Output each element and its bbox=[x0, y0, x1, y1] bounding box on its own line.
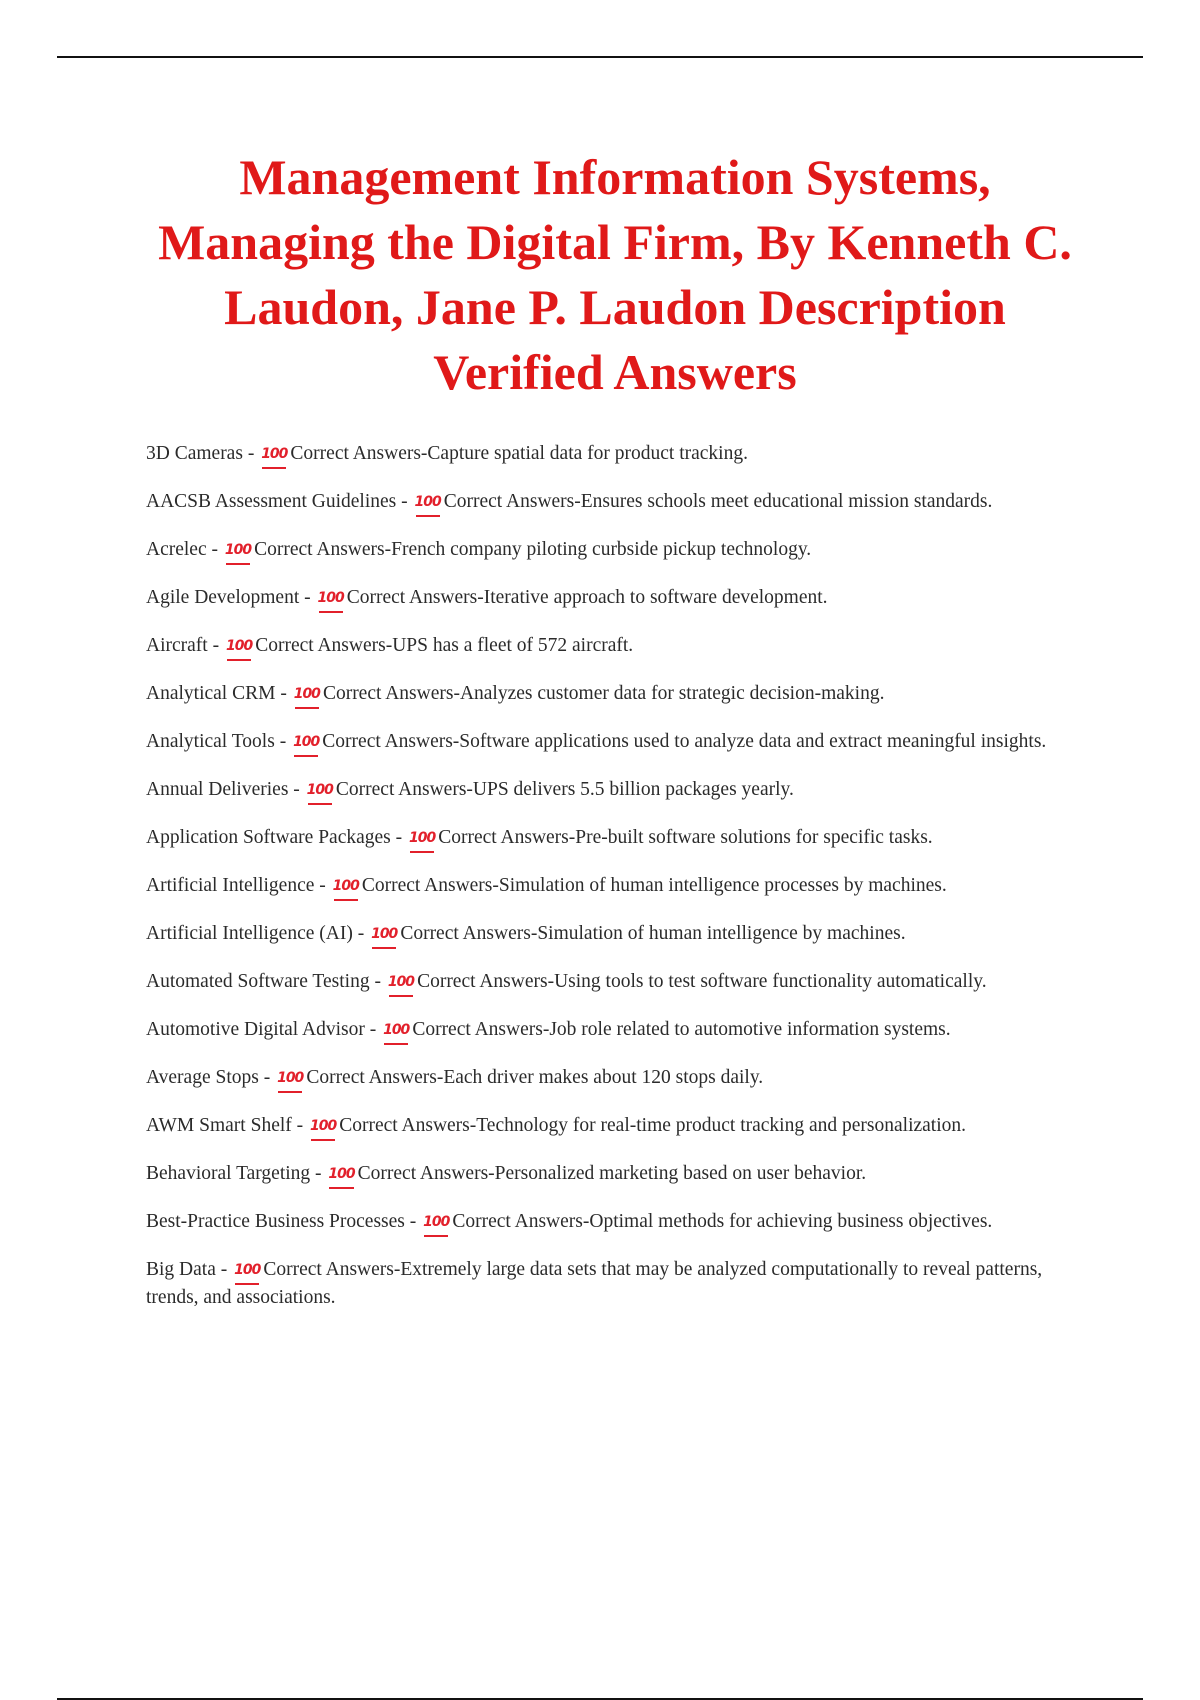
entry-separator: - bbox=[206, 538, 223, 560]
entry-term: 3D Cameras bbox=[146, 442, 243, 464]
entry-term: Annual Deliveries bbox=[146, 778, 289, 800]
top-rule bbox=[57, 56, 1143, 58]
definition-entry bbox=[146, 1016, 1096, 1044]
definition-entry bbox=[146, 536, 1096, 564]
entry-term: Analytical Tools bbox=[146, 730, 275, 752]
document-title: Management Information Systems, Managing the Digital Firm, By Kenneth C. Laudon, Jane P. Laudon Description Verified Answers bbox=[158, 149, 1072, 400]
entry-answer: Correct Answers-Each driver makes about 120 stops daily. bbox=[306, 1066, 764, 1088]
definition-entry bbox=[146, 728, 1096, 756]
hundred-points-icon: 100 bbox=[333, 872, 359, 900]
hundred-points-icon: 100 bbox=[261, 440, 287, 468]
entry-answer: Correct Answers-Optimal methods for achieving business objectives. bbox=[452, 1210, 993, 1232]
definition-entry bbox=[146, 776, 1096, 804]
hundred-points-icon: 100 bbox=[234, 1256, 260, 1284]
definition-entry bbox=[146, 824, 1096, 852]
entry-answer: Correct Answers-Software applications used to analyze data and extract meaningful insights. bbox=[322, 730, 1047, 752]
entry-answer: Correct Answers-Pre-built software solutions for specific tasks. bbox=[438, 826, 933, 848]
entry-term: Acrelec bbox=[146, 538, 207, 560]
entry-separator: - bbox=[291, 1114, 309, 1136]
entry-term: Artificial Intelligence bbox=[146, 874, 315, 896]
entry-term: Analytical CRM bbox=[146, 682, 276, 704]
hundred-points-icon: 100 bbox=[409, 824, 435, 852]
entry-answer: Correct Answers-Personalized marketing based on user behavior. bbox=[357, 1162, 867, 1184]
hundred-points-icon: 100 bbox=[307, 776, 333, 804]
definition-entry bbox=[146, 1064, 1096, 1092]
hundred-points-icon: 100 bbox=[226, 632, 252, 660]
entry-term: Artificial Intelligence (AI) bbox=[146, 922, 353, 944]
definition-entry bbox=[146, 584, 1096, 612]
definition-entry bbox=[146, 632, 1096, 660]
entry-separator: - bbox=[207, 634, 224, 656]
hundred-points-icon: 100 bbox=[423, 1208, 449, 1236]
definition-entry bbox=[146, 1256, 1096, 1312]
definition-entry bbox=[146, 680, 1096, 708]
entry-separator: - bbox=[258, 1066, 276, 1088]
definition-entry bbox=[146, 1112, 1096, 1140]
entry-term: Behavioral Targeting bbox=[146, 1162, 311, 1184]
entry-term: Automotive Digital Advisor bbox=[146, 1018, 365, 1040]
entry-separator: - bbox=[299, 586, 316, 608]
definition-entry bbox=[146, 440, 1096, 468]
entry-separator: - bbox=[364, 1018, 382, 1040]
entry-term: Average Stops bbox=[146, 1066, 259, 1088]
hundred-points-icon: 100 bbox=[277, 1064, 303, 1092]
hundred-points-icon: 100 bbox=[328, 1160, 354, 1188]
entry-answer: Correct Answers-Using tools to test software functionality automatically. bbox=[417, 970, 987, 992]
entry-term: Automated Software Testing bbox=[146, 970, 370, 992]
entry-separator: - bbox=[242, 442, 260, 464]
definition-entry bbox=[146, 488, 1096, 516]
hundred-points-icon: 100 bbox=[383, 1016, 409, 1044]
entry-answer: Correct Answers-Simulation of human intelligence processes by machines. bbox=[361, 874, 947, 896]
entry-separator: - bbox=[404, 1210, 422, 1232]
entry-separator: - bbox=[310, 1162, 327, 1184]
entry-separator: - bbox=[288, 778, 305, 800]
hundred-points-icon: 100 bbox=[388, 968, 414, 996]
hundred-points-icon: 100 bbox=[294, 680, 320, 708]
entry-term: Aircraft bbox=[146, 634, 208, 656]
entry-separator: - bbox=[352, 922, 370, 944]
definition-entry bbox=[146, 920, 1096, 948]
entry-separator: - bbox=[390, 826, 408, 848]
entry-term: AWM Smart Shelf bbox=[146, 1114, 292, 1136]
entry-answer: Correct Answers-Iterative approach to software development. bbox=[346, 586, 828, 608]
entry-separator: - bbox=[396, 490, 413, 512]
entry-separator: - bbox=[215, 1258, 233, 1280]
entry-term: Best-Practice Business Processes bbox=[146, 1210, 405, 1232]
entry-answer: Correct Answers-UPS has a fleet of 572 aircraft. bbox=[255, 634, 634, 656]
hundred-points-icon: 100 bbox=[293, 728, 319, 756]
entry-answer: Correct Answers-French company piloting curbside pickup technology. bbox=[254, 538, 812, 560]
hundred-points-icon: 100 bbox=[225, 536, 251, 564]
entry-term: AACSB Assessment Guidelines bbox=[146, 490, 397, 512]
hundred-points-icon: 100 bbox=[415, 488, 441, 516]
hundred-points-icon: 100 bbox=[310, 1112, 336, 1140]
entry-answer: Correct Answers-Technology for real-time product tracking and personalization. bbox=[339, 1114, 967, 1136]
hundred-points-icon: 100 bbox=[318, 584, 344, 612]
entry-separator: - bbox=[275, 682, 292, 704]
entry-answer: Correct Answers-Capture spatial data for product tracking. bbox=[290, 442, 748, 464]
entry-answer: Correct Answers-Extremely large data sets that may be analyzed computationally to reveal patterns, trends, and associations. bbox=[146, 1258, 1043, 1308]
entry-term: Agile Development bbox=[146, 586, 300, 608]
definition-entry bbox=[146, 872, 1096, 900]
definition-entry bbox=[146, 1160, 1096, 1188]
entry-answer: Correct Answers-Simulation of human intelligence by machines. bbox=[400, 922, 906, 944]
entry-answer: Correct Answers-Ensures schools meet educational mission standards. bbox=[443, 490, 993, 512]
entry-answer: Correct Answers-Job role related to automotive information systems. bbox=[412, 1018, 951, 1040]
definition-entry bbox=[146, 968, 1096, 996]
entry-term: Application Software Packages bbox=[146, 826, 391, 848]
hundred-points-icon: 100 bbox=[371, 920, 397, 948]
entry-separator: - bbox=[314, 874, 331, 896]
definition-entry bbox=[146, 1208, 1096, 1236]
entry-separator: - bbox=[274, 730, 292, 752]
entry-separator: - bbox=[369, 970, 386, 992]
entry-answer: Correct Answers-Analyzes customer data for strategic decision-making. bbox=[322, 682, 885, 704]
definition-list bbox=[146, 420, 1096, 1332]
entry-answer: Correct Answers-UPS delivers 5.5 billion packages yearly. bbox=[335, 778, 794, 800]
entry-term: Big Data bbox=[146, 1258, 216, 1280]
